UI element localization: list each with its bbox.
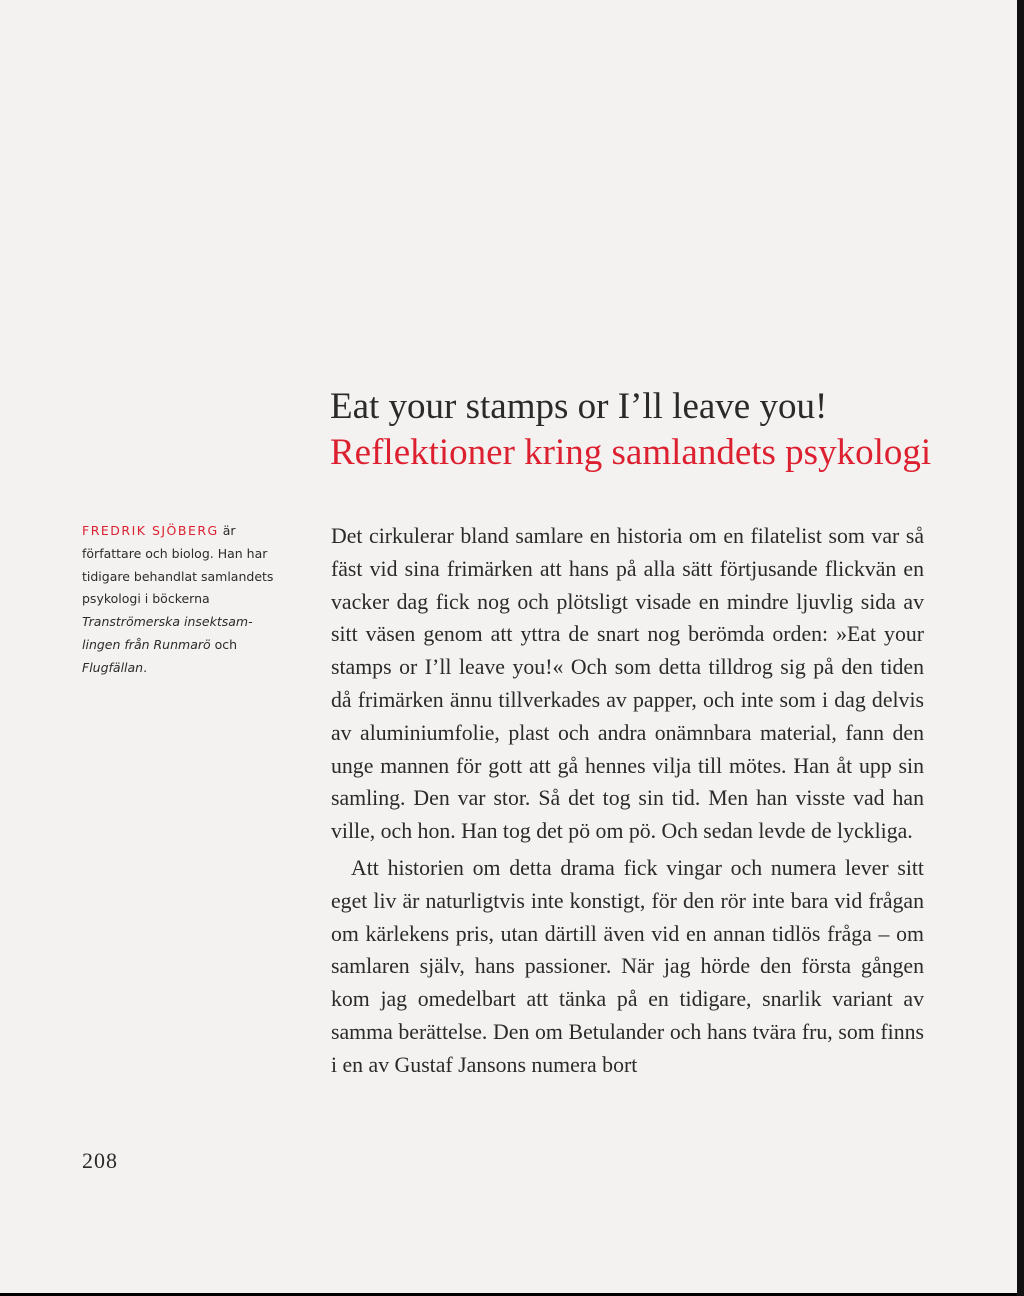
article-title: Eat your stamps or I’ll leave you! bbox=[330, 386, 828, 427]
author-bio bbox=[82, 520, 282, 680]
author-name: FREDRIK SJÖBERG bbox=[82, 523, 219, 538]
article-subtitle: Reflektioner kring samlandets psykologi bbox=[330, 432, 932, 473]
scan-edge bbox=[1017, 0, 1024, 1296]
author-bio-text: är författare och biolog. Han har tidigare behandlat samlandets psykologi i böckerna bbox=[82, 523, 274, 607]
book-title-flugfallan: Flugfällan bbox=[82, 659, 144, 675]
book-title-transtromerska: Tranströmerska insektsamlingen bbox=[82, 614, 253, 652]
paragraph: Det cirkulerar bland samlare en historia om en filatelist som var så fäst vid sina frimärken att hans på alla sätt förtjusande flickvän en vacker dag fick nog och plötsligt visade en mindre ljuvlig sida av sitt väsen genom att yttra de snart nog berömda orden: »Eat your stamps or I’ll leave you!« Och som detta tilldrog sig på den tiden då frimärken ännu tillverkades av papper, och inte som i dag delvis av aluminiumfolie, plast och andra onämnbara material, fann den unge mannen för gott att gå hennes vilja till mötes. Han åt upp sin samling. Den var stor. Så det tog sin tid. Men han visste vad han ville, och hon. Han tog det pö om pö. Och sedan levde de lyckliga. bbox=[331, 524, 924, 844]
article-body bbox=[331, 520, 924, 1082]
page-number: 208 bbox=[82, 1148, 118, 1173]
author-bio-text: . bbox=[143, 659, 148, 675]
author-bio-text: och bbox=[210, 636, 238, 652]
paragraph: Att historien om detta drama fick vingar och numera lever sitt eget liv är naturligtvis inte konstigt, för den rör inte bara vid frågan om kärlekens pris, utan därtill även vid en annan tidlös fråga – om samlaren själv, hans passioner. När jag hörde den första gången kom jag omedelbart att tänka på en tidigare, snarlik variant av samma berättelse. Den om Betulander och hans tvära fru, som finns i en av Gustaf Jansons numera bort bbox=[331, 855, 924, 1077]
book-title-runmaro: från Runmarö bbox=[124, 636, 211, 652]
